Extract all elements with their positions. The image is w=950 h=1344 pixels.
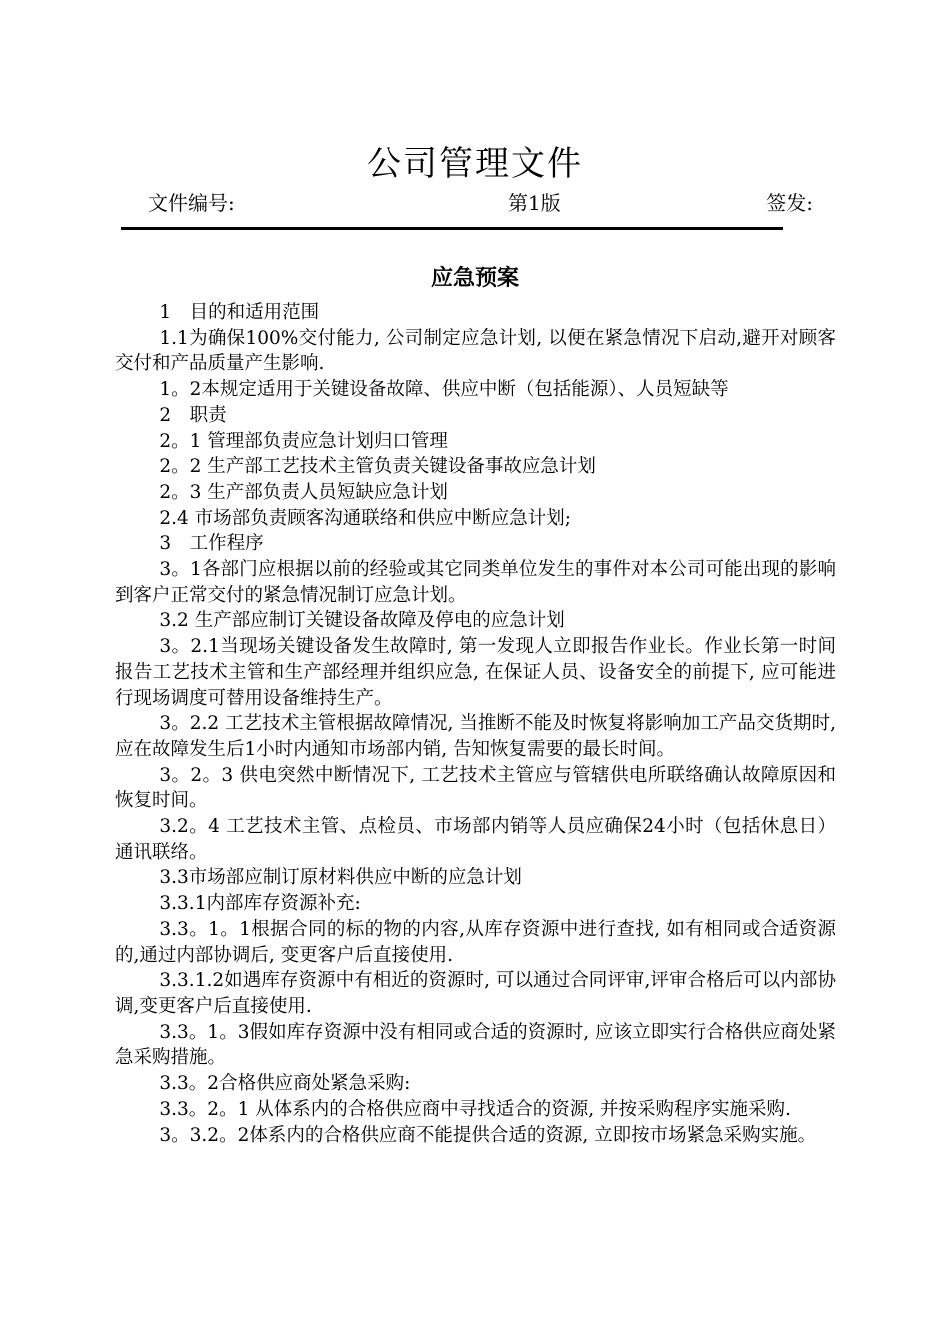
paragraph: 3.2。4 工艺技术主管、点检员、市场部内销等人员应确保24小时（包括休息日）通讯联络。 [115, 816, 836, 863]
paragraph: 3.3.1内部库存资源补充: [159, 893, 361, 915]
document-meta-row [148, 188, 813, 218]
paragraph: 3.3。2合格供应商处紧急采购: [159, 1073, 411, 1095]
paragraph: 3。1各部门应根据以前的经验或其它同类单位发生的事件对本公司可能出现的影响到客户正常交付的紧急情况制订应急计划。 [115, 559, 836, 606]
edition-label: 第1版 [508, 191, 561, 215]
paragraph: 1。2本规定适用于关键设备故障、供应中断（包括能源）、人员短缺等 [159, 379, 729, 401]
paragraph: 3。3.2。2体系内的合格供应商不能提供合适的资源, 立即按市场紧急采购实施。 [159, 1124, 817, 1146]
paragraph: 3.2 生产部应制订关键设备故障及停电的应急计划 [159, 610, 565, 632]
paragraph: 2。2 生产部工艺技术主管负责关键设备事故应急计划 [159, 456, 596, 478]
paragraph: 3.3市场部应制订原材料供应中断的应急计划 [159, 867, 522, 889]
paragraph: 3。2。3 供电突然中断情况下, 工艺技术主管应与管辖供电所联络确认故障原因和恢复时间。 [115, 764, 836, 812]
document-heading: 应急预案 [430, 266, 519, 291]
signed-label: 签发: [766, 191, 813, 215]
paragraph: 3.3。1。1根据合同的标的物的内容,从库存资源中进行查找, 如有相同或合适资源的,通过内部协调后, 变更客户后直接使用. [115, 918, 836, 966]
paragraph: 3.3.1.2如遇库存资源中有相近的资源时, 可以通过合同评审,评审合格后可以内部协调,变更客户后直接使用. [115, 970, 836, 1017]
paragraph: 1.1为确保100%交付能力, 公司制定应急计划, 以便在紧急情况下启动,避开对顾客交付和产品质量产生影响. [115, 327, 836, 375]
document-body [115, 300, 836, 1148]
paragraph: 2 职责 [159, 404, 227, 426]
paragraph: 3.3。2。1 从体系内的合格供应商中寻找适合的资源, 并按采购程序实施采购. [159, 1098, 791, 1120]
paragraph: 2。3 生产部负责人员短缺应急计划 [159, 481, 448, 503]
paragraph: 2.4 市场部负责顾客沟通联络和供应中断应急计划; [159, 507, 571, 529]
header-divider [121, 227, 783, 230]
paragraph: 3.3。1。3假如库存资源中没有相同或合适的资源时, 应该立即实行合格供应商处紧急采购措施。 [115, 1021, 836, 1069]
paragraph: 2。1 管理部负责应急计划归口管理 [159, 430, 448, 452]
document-title: 公司管理文件 [367, 144, 583, 184]
paragraph: 3。2.1当现场关键设备发生故障时, 第一发现人立即报告作业长。作业长第一时间报告工艺技术主管和生产部经理并组织应急, 在保证人员、设备安全的前提下, 应可能进行现场调度可替用设备维持生产。 [115, 636, 836, 709]
paragraph: 3。2.2 工艺技术主管根据故障情况, 当推断不能及时恢复将影响加工产品交货期时,应在故障发生后1小时内通知市场部内销, 告知恢复需要的最长时间。 [115, 713, 836, 760]
file-number-label: 文件编号: [148, 191, 235, 215]
paragraph: 3 工作程序 [159, 533, 264, 555]
paragraph: 1 目的和适用范围 [159, 302, 320, 323]
